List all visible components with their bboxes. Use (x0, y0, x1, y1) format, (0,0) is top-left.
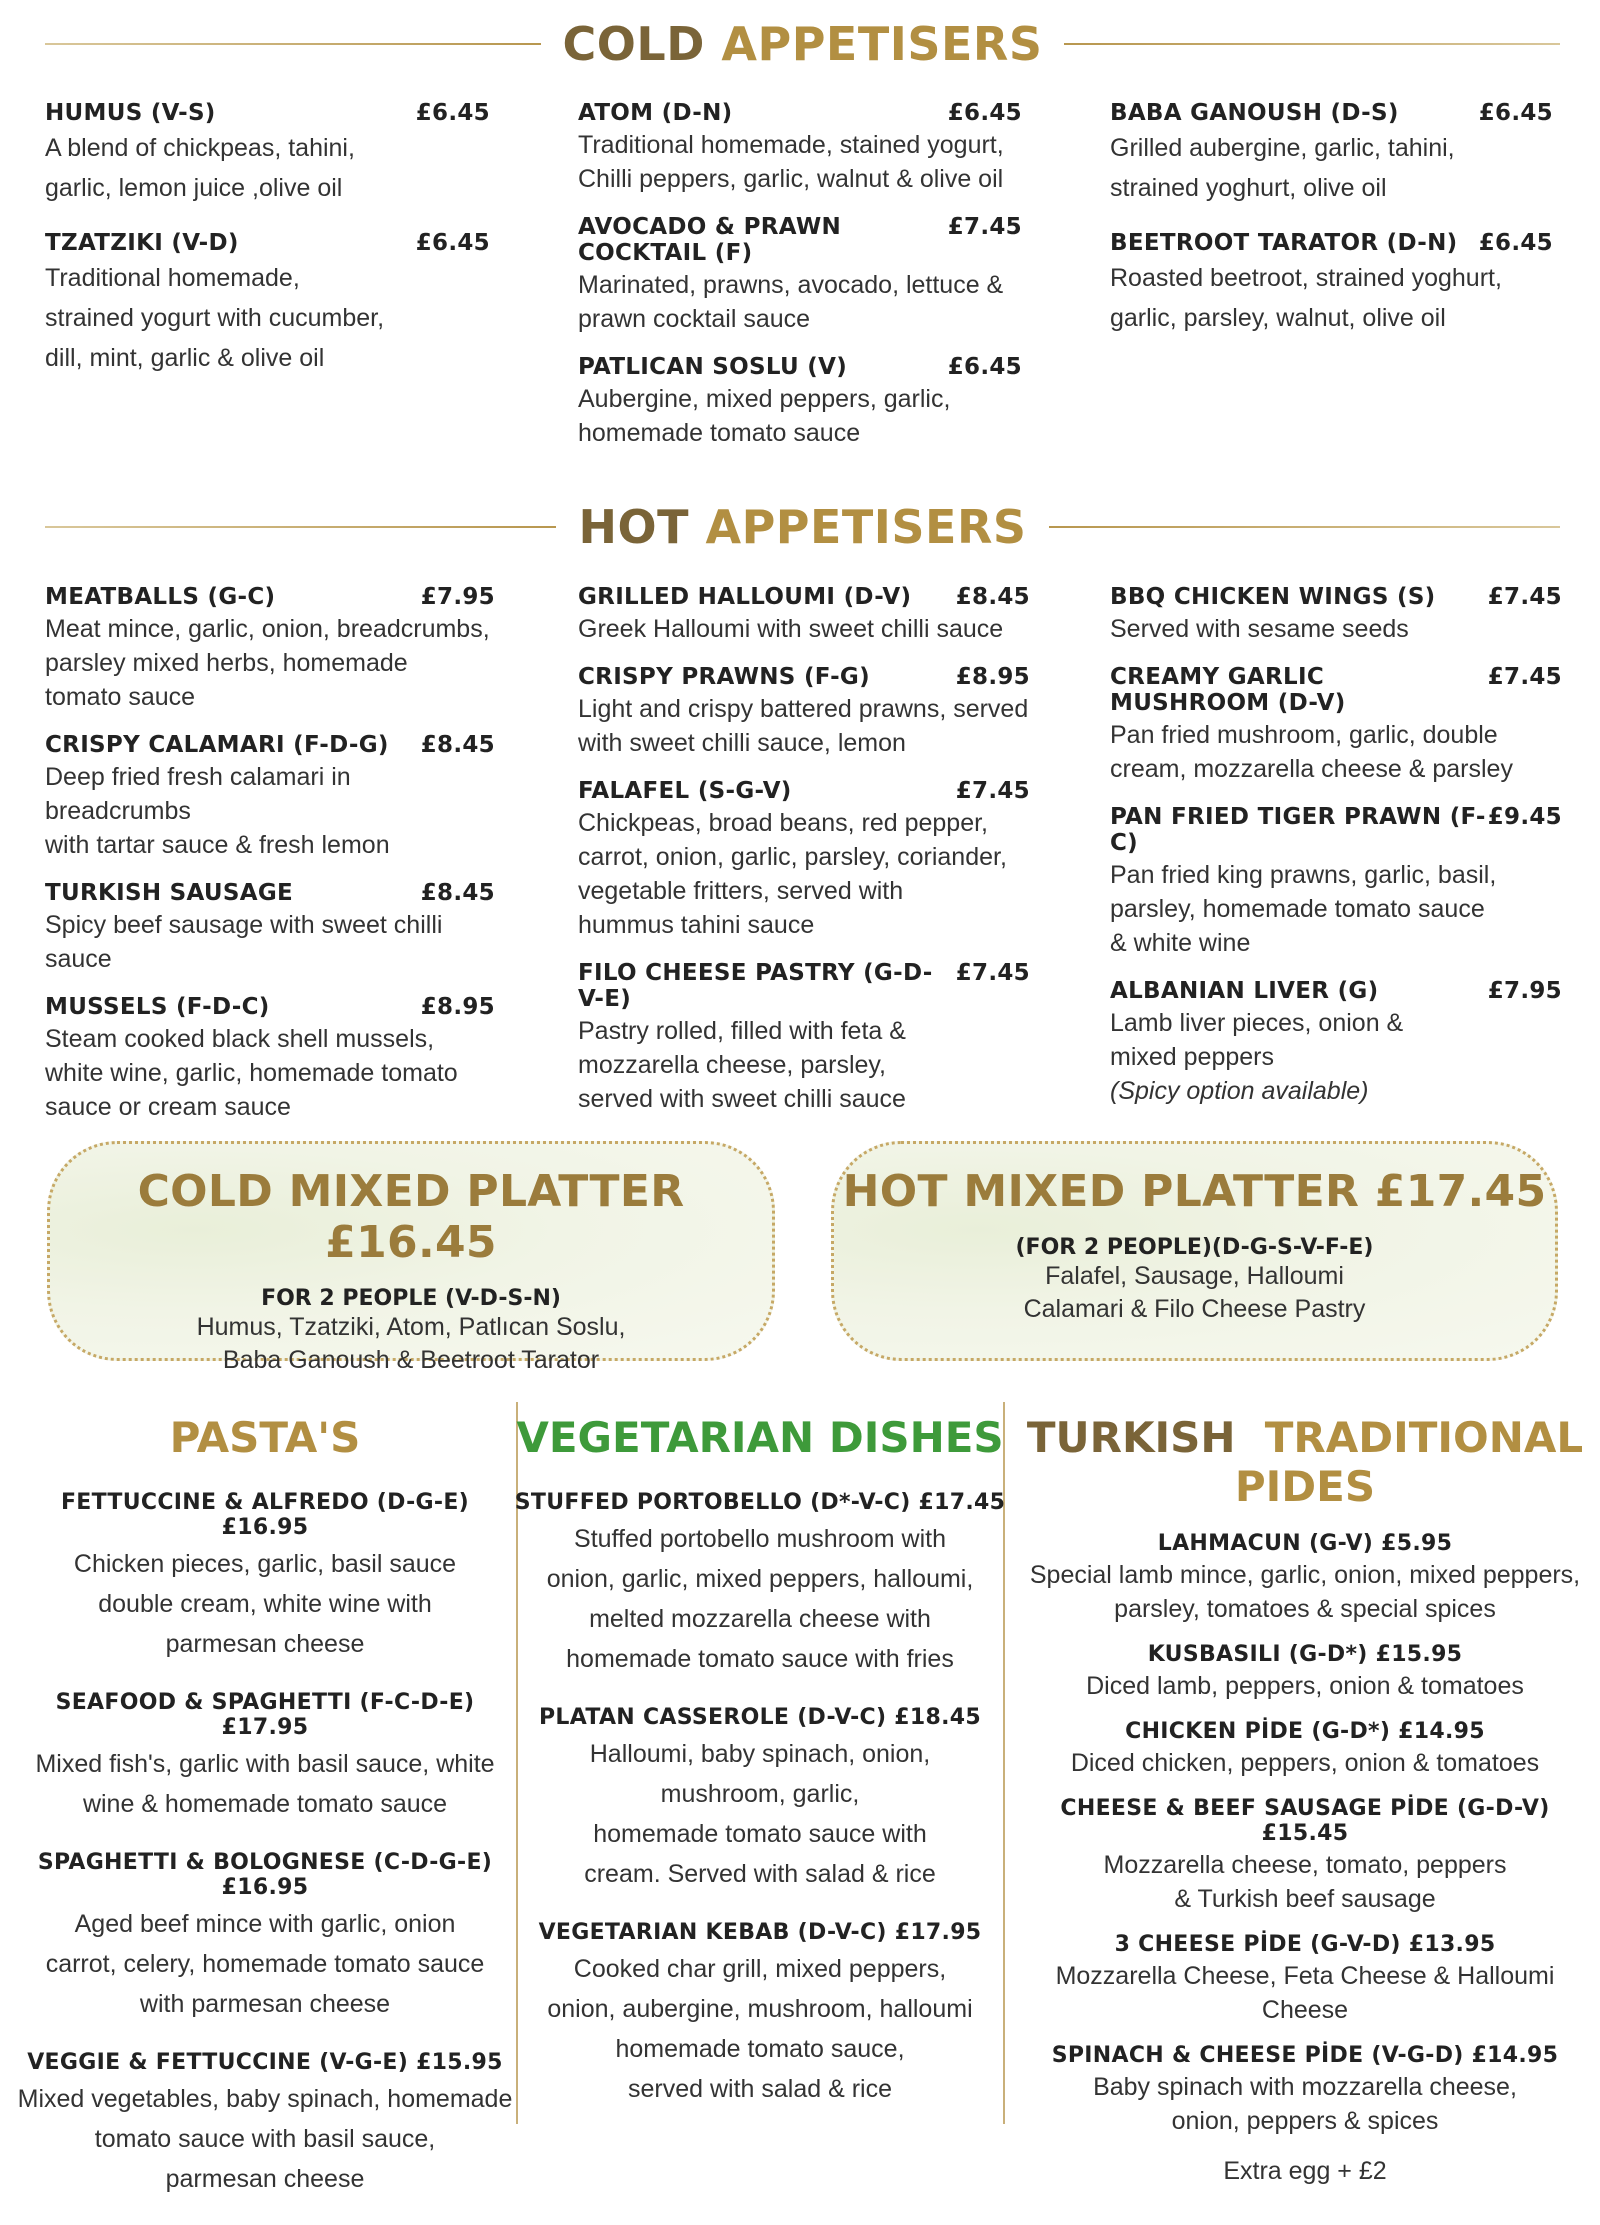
menu-item: CHEESE & BEEF SAUSAGE PİDE (G-D-V) £15.45 Mozzarella cheese, tomato, peppers & Turkish beef sausage (1060, 1796, 1550, 1913)
menu-item: SPAGHETTI & BOLOGNESE (C-D-G-E) £16.95 Aged beef mince with garlic, onion carrot, celery, homemade tomato sauce with parmesan cheese (37, 1850, 493, 2018)
pasta-section (15, 1413, 515, 2225)
menu-item: BEETROOT TARATOR (D-N) £6.45 Roasted beetroot, strained yoghurt, garlic, parsley, walnut, olive oil (1110, 230, 1553, 332)
menu-item: VEGETARIAN KEBAB (D-V-C) £17.95 Cooked char grill, mixed peppers, onion, aubergine, mushroom, halloumi homemade tomato sauce, served with salad & rice (538, 1920, 982, 2103)
menu-item: VEGGIE & FETTUCCINE (V-G-E) £15.95 Mixed vegetables, baby spinach, homemade tomato sauce with basil sauce, parmesan cheese (17, 2050, 513, 2193)
menu-item: PATLICAN SOSLU (V) £6.45 Aubergine, mixed peppers, garlic, homemade tomato sauce (578, 354, 1022, 447)
extra-egg-note: Extra egg + £2 (1223, 2157, 1387, 2185)
menu-item: ALBANIAN LIVER (G) £7.95 Lamb liver pieces, onion & mixed peppers (Spicy option available) (1110, 978, 1562, 1105)
divider (45, 43, 541, 45)
menu-item: GRILLED HALLOUMI (D-V) £8.45 Greek Halloumi with sweet chilli sauce (578, 584, 1030, 643)
hot-col-3 (1110, 584, 1562, 1130)
vegetarian-heading: VEGETARIAN DISHES (516, 1413, 1004, 1462)
menu-item: MUSSELS (F-D-C) £8.95 Steam cooked black shell mussels, white wine, garlic, homemade tomato sauce or cream sauce (45, 994, 495, 1121)
menu-item: SPINACH & CHEESE PİDE (V-G-D) £14.95 Baby spinach with mozzarella cheese, onion, peppers & spices (1051, 2043, 1559, 2135)
menu-item: PAN FRIED TIGER PRAWN (F-C) £9.45 Pan fried king prawns, garlic, basil, parsley, homemade tomato sauce & white wine (1110, 804, 1562, 957)
menu-item: TURKISH SAUSAGE £8.45 Spicy beef sausage with sweet chilli sauce (45, 880, 495, 973)
menu-item: CHICKEN PİDE (G-D*) £14.95 Diced chicken, peppers, onion & tomatoes (1070, 1719, 1540, 1777)
cold-appetisers-title: COLD APPETISERS (562, 17, 1043, 71)
cold-col-2 (578, 100, 1022, 472)
menu-item: CREAMY GARLIC MUSHROOM (D-V) £7.45 Pan fried mushroom, garlic, double cream, mozzarella cheese & parsley (1110, 664, 1562, 783)
menu-item: FILO CHEESE PASTRY (G-D-V-E) £7.45 Pastry rolled, filled with feta & mozzarella cheese, parsley, served with sweet chilli sauce (578, 960, 1030, 1113)
menu-item: ATOM (D-N) £6.45 Traditional homemade, stained yogurt, Chilli peppers, garlic, walnut & olive oil (578, 100, 1022, 193)
menu-item: HUMUS (V-S) £6.45 A blend of chickpeas, tahini, garlic, lemon juice ,olive oil (45, 100, 490, 202)
cold-mixed-platter: COLD MIXED PLATTER £16.45 FOR 2 PEOPLE (V-D-S-N) Humus, Tzatziki, Atom, Patlıcan Soslu, Baba Ganoush & Beetroot Tarator (47, 1141, 775, 1361)
menu-item: SEAFOOD & SPAGHETTI (F-C-D-E) £17.95 Mixed fish's, garlic with basil sauce, white wine & homemade tomato sauce (35, 1690, 495, 1818)
menu-item: AVOCADO & PRAWN COCKTAIL (F) £7.45 Marinated, prawns, avocado, lettuce & prawn cocktail sauce (578, 214, 1022, 333)
cold-col-3 (1110, 100, 1553, 360)
menu-item: 3 CHEESE PİDE (G-V-D) £13.95 Mozzarella Cheese, Feta Cheese & Halloumi Cheese (1055, 1932, 1555, 2024)
platter-subtitle: (FOR 2 PEOPLE)(D-G-S-V-F-E) (1015, 1235, 1374, 1260)
divider (45, 526, 556, 528)
menu-item: BABA GANOUSH (D-S) £6.45 Grilled aubergine, garlic, tahini, strained yoghurt, olive oil (1110, 100, 1553, 202)
menu-item: LAHMACUN (G-V) £5.95 Special lamb mince, garlic, onion, mixed peppers, parsley, tomatoes & special spices (1029, 1531, 1581, 1623)
menu-item: KUSBASILI (G-D*) £15.95 Diced lamb, peppers, onion & tomatoes (1086, 1642, 1524, 1700)
menu-item: CRISPY PRAWNS (F-G) £8.95 Light and crispy battered prawns, served with sweet chilli sauce, lemon (578, 664, 1030, 757)
hot-col-2 (578, 584, 1030, 1138)
hot-mixed-platter: HOT MIXED PLATTER £17.45 (FOR 2 PEOPLE)(D-G-S-V-F-E) Falafel, Sausage, Halloumi Calamari & Filo Cheese Pastry (831, 1141, 1558, 1361)
menu-item: FETTUCCINE & ALFREDO (D-G-E) £16.95 Chicken pieces, garlic, basil sauce double cream, white wine with parmesan cheese (60, 1490, 470, 1658)
menu-item: BBQ CHICKEN WINGS (S) £7.45 Served with sesame seeds (1110, 584, 1562, 643)
menu-item: TZATZIKI (V-D) £6.45 Traditional homemade, strained yogurt with cucumber, dill, mint, garlic & olive oil (45, 230, 490, 372)
divider (1064, 43, 1560, 45)
divider (1049, 526, 1560, 528)
menu-item: PLATAN CASSEROLE (D-V-C) £18.45 Halloumi, baby spinach, onion, mushroom, garlic, homemade tomato sauce with cream. Served with salad & rice (539, 1705, 981, 1888)
menu-item: STUFFED PORTOBELLO (D*-V-C) £17.45 Stuffed portobello mushroom with onion, garlic, mixed peppers, halloumi, melted mozzarella cheese with homemade tomato sauce with fries (514, 1490, 1006, 1673)
vegetarian-section (510, 1413, 1010, 2135)
menu-item: MEATBALLS (G-C) £7.95 Meat mince, garlic, onion, breadcrumbs, parsley mixed herbs, homemade tomato sauce (45, 584, 495, 711)
menu-item: CRISPY CALAMARI (F-D-G) £8.45 Deep fried fresh calamari in breadcrumbs with tartar sauce & fresh lemon (45, 732, 495, 859)
platter-subtitle: FOR 2 PEOPLE (V-D-S-N) (261, 1286, 561, 1311)
pides-section (1020, 1413, 1590, 2188)
menu-item: FALAFEL (S-G-V) £7.45 Chickpeas, broad beans, red pepper, carrot, onion, garlic, parsley, coriander, vegetable fritters, served with hummus tahini sauce (578, 778, 1030, 939)
pides-heading: TURKISH TRADITIONAL PIDES (1026, 1413, 1584, 1511)
cold-appetisers-header (45, 14, 1560, 74)
hot-appetisers-title: HOT APPETISERS (578, 500, 1027, 554)
hot-appetisers-header (45, 497, 1560, 557)
pasta-heading: PASTA'S (169, 1413, 361, 1462)
cold-col-1 (45, 100, 490, 400)
hot-col-1 (45, 584, 495, 1146)
platter-title: HOT MIXED PLATTER £17.45 (842, 1166, 1547, 1217)
platter-title: COLD MIXED PLATTER £16.45 (137, 1166, 685, 1268)
